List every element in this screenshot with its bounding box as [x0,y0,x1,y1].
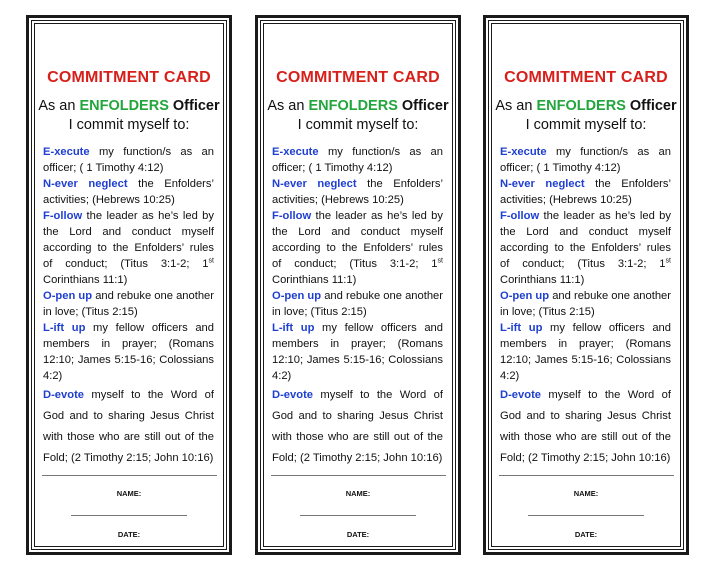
name-signature-line[interactable] [271,475,446,476]
card-subtitle [36,97,222,135]
pledge-list [500,144,671,469]
role-name: Officer [172,98,220,114]
date-label: DATE: [117,530,141,539]
commitment-card-1 [26,15,232,555]
subtitle-line2: I commit myself to: [525,117,647,133]
subtitle-line2: I commit myself to: [297,117,419,133]
name-label: NAME: [573,489,599,498]
date-signature-line[interactable] [300,515,416,516]
pledge-list [43,144,214,469]
pledge-item-lift-up: L-ift up my fellow officers and members in prayer; (Romans 12:10; James 5:15-16; Colossians 4:2) [500,322,671,382]
commitment-card-3 [483,15,689,555]
role-name: Officer [401,98,449,114]
pledge-item-never-neglect: N-ever neglect the Enfolders’ activities; (Hebrews 10:25) [272,178,443,206]
pledge-item-open-up: O-pen up and rebuke one another in love; (Titus 2:15) [272,290,444,318]
pledge-item-follow: F-ollow the leader as he’s led by the Lord and conduct myself according to the Enfolders’ rules of conduct; (Titus 3:1-2; 1st Corinthians 11:1) [43,210,214,286]
name-label: NAME: [345,489,371,498]
pledge-item-lift-up: L-ift up my fellow officers and members in prayer; (Romans 12:10; James 5:15-16; Colossians 4:2) [43,322,214,382]
pledge-list [272,144,443,469]
pledge-item-execute: E-xecute my function/s as an officer; ( 1 Timothy 4:12) [43,146,214,174]
subtitle-prefix: As an [267,98,305,114]
card-subtitle [265,97,451,135]
org-name: ENFOLDERS [79,98,169,114]
org-name: ENFOLDERS [308,98,398,114]
pledge-item-lift-up: L-ift up my fellow officers and members in prayer; (Romans 12:10; James 5:15-16; Colossians 4:2) [272,322,443,382]
commitment-card-2 [255,15,461,555]
role-name: Officer [629,98,677,114]
date-label: DATE: [574,530,598,539]
subtitle-line2: I commit myself to: [68,117,190,133]
subtitle-prefix: As an [38,98,76,114]
name-signature-line[interactable] [42,475,217,476]
card-subtitle [493,97,679,135]
date-signature-line[interactable] [71,515,187,516]
name-signature-line[interactable] [499,475,674,476]
name-label: NAME: [116,489,142,498]
card-title: COMMITMENT CARD [504,69,668,86]
pledge-item-open-up: O-pen up and rebuke one another in love; (Titus 2:15) [43,290,215,318]
card-title: COMMITMENT CARD [276,69,440,86]
pledge-item-open-up: O-pen up and rebuke one another in love; (Titus 2:15) [500,290,672,318]
date-signature-line[interactable] [528,515,644,516]
pledge-item-follow: F-ollow the leader as he’s led by the Lord and conduct myself according to the Enfolders’ rules of conduct; (Titus 3:1-2; 1st Corinthians 11:1) [272,210,443,286]
card-title: COMMITMENT CARD [47,69,211,86]
pledge-item-never-neglect: N-ever neglect the Enfolders’ activities; (Hebrews 10:25) [43,178,214,206]
org-name: ENFOLDERS [536,98,626,114]
pledge-item-devote: D-evote myself to the Word of God and to sharing Jesus Christ with those who are still out of the Fold; (2 Timothy 2:15; John 10:16) [272,389,443,464]
date-label: DATE: [346,530,370,539]
pledge-item-never-neglect: N-ever neglect the Enfolders’ activities; (Hebrews 10:25) [500,178,671,206]
pledge-item-execute: E-xecute my function/s as an officer; ( 1 Timothy 4:12) [500,146,671,174]
pledge-item-devote: D-evote myself to the Word of God and to sharing Jesus Christ with those who are still out of the Fold; (2 Timothy 2:15; John 10:16) [500,389,671,464]
pledge-item-devote: D-evote myself to the Word of God and to sharing Jesus Christ with those who are still out of the Fold; (2 Timothy 2:15; John 10:16) [43,389,214,464]
subtitle-prefix: As an [495,98,533,114]
pledge-item-follow: F-ollow the leader as he’s led by the Lord and conduct myself according to the Enfolders’ rules of conduct; (Titus 3:1-2; 1st Corinthians 11:1) [500,210,671,286]
pledge-item-execute: E-xecute my function/s as an officer; ( 1 Timothy 4:12) [272,146,443,174]
